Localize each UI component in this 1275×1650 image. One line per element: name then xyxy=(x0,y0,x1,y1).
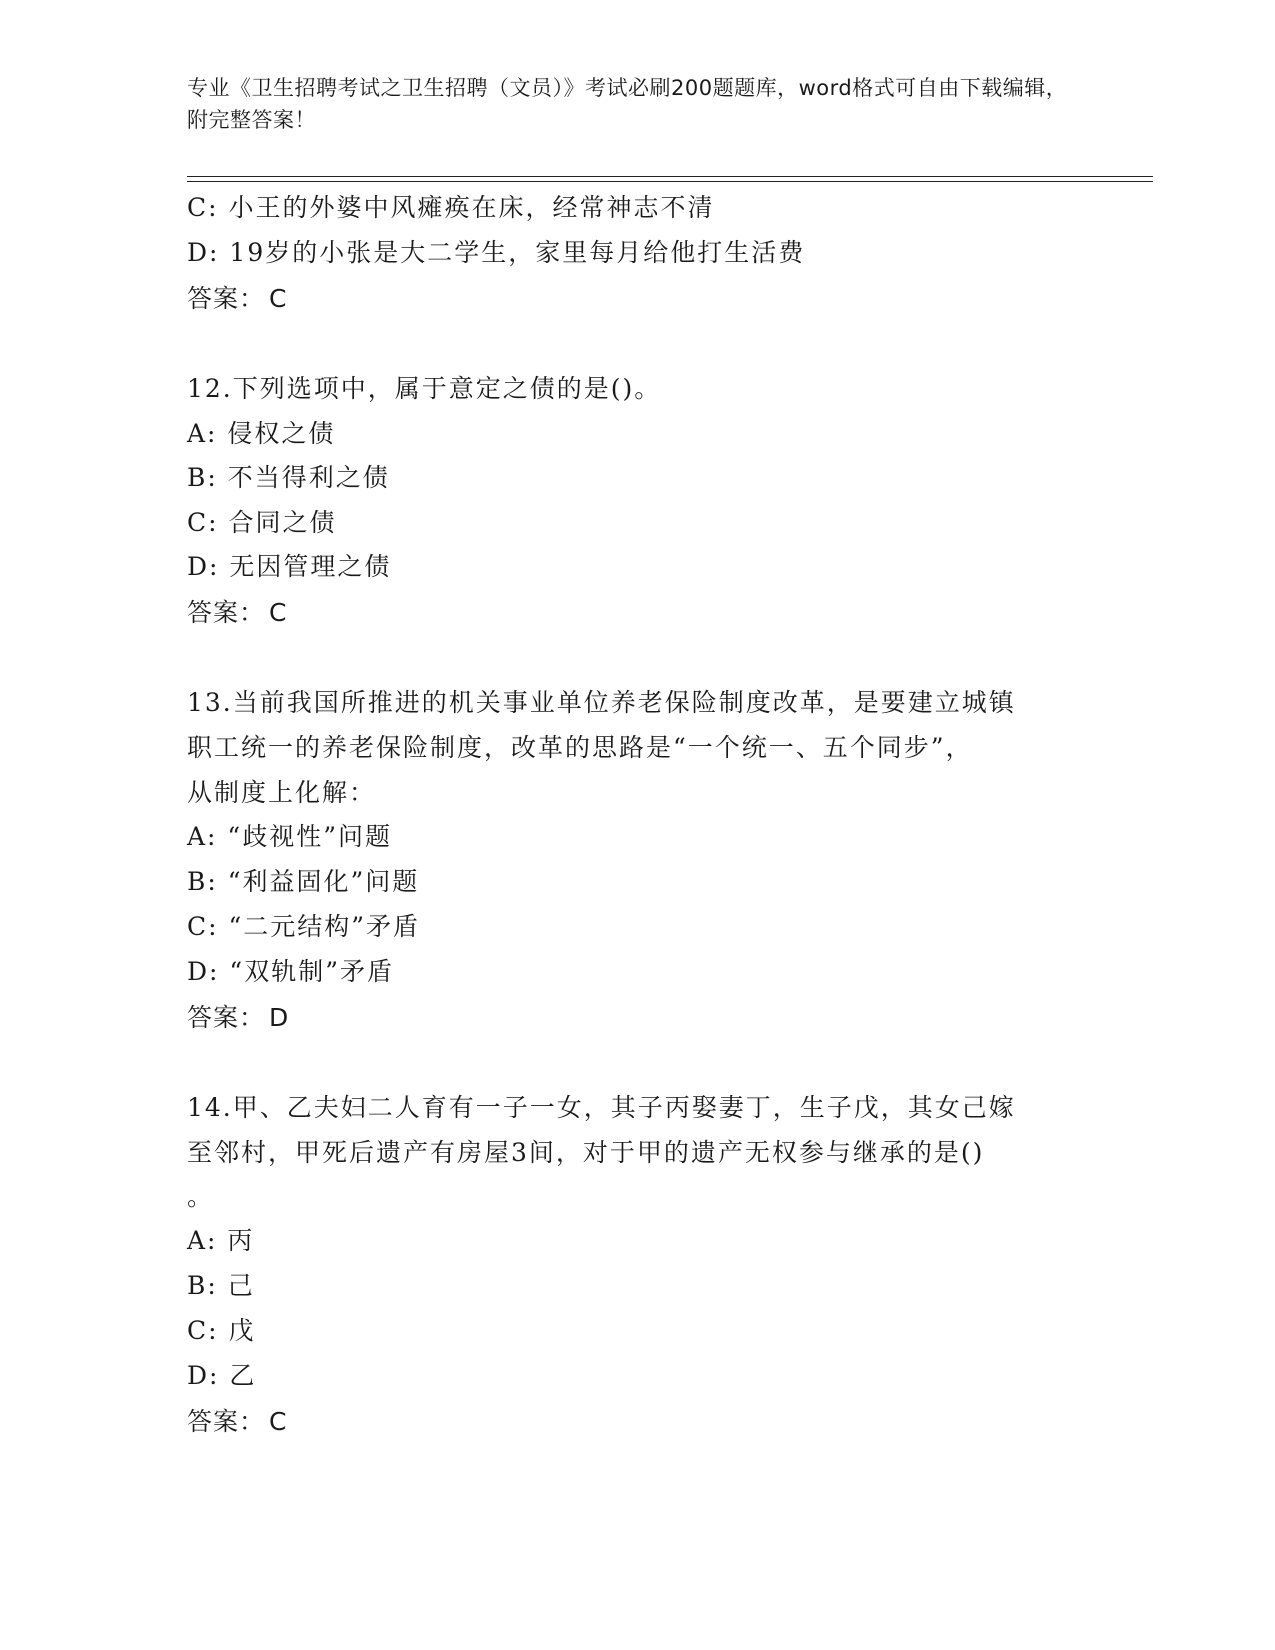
q11-option-c: C: 小王的外婆中风瘫痪在床，经常神志不清 xyxy=(187,193,715,222)
q13-stem-line-2: 职工统一的养老保险制度，改革的思路是“一个统一、五个同步”， xyxy=(187,733,973,762)
q12-option-b: B: 不当得利之债 xyxy=(187,463,390,492)
q13-option-a: A: “歧视性”问题 xyxy=(187,822,392,851)
q12-stem: 12.下列选项中，属于意定之债的是()。 xyxy=(187,374,662,403)
q14-option-a: A: 丙 xyxy=(187,1226,255,1255)
q13-option-c: C: “二元结构”矛盾 xyxy=(187,912,421,941)
header-divider-top xyxy=(187,176,1153,177)
q14-option-c: C: 戊 xyxy=(187,1316,256,1345)
q14-answer xyxy=(187,1407,287,1437)
header-divider-bottom xyxy=(187,181,1153,182)
q14-answer-value: C xyxy=(269,1407,288,1436)
q12-answer xyxy=(187,598,287,628)
q11-answer-label: 答案： xyxy=(187,284,266,313)
q13-option-b: B: “利益固化”问题 xyxy=(187,867,420,896)
q12-answer-value: C xyxy=(269,598,288,627)
q13-stem-line-1: 13.当前我国所推进的机关事业单位养老保险制度改革，是要建立城镇 xyxy=(187,688,1016,717)
q12-option-c: C: 合同之债 xyxy=(187,508,337,537)
q12-option-d: D: 无因管理之债 xyxy=(187,552,392,581)
q12-answer-label: 答案： xyxy=(187,598,266,627)
q11-answer xyxy=(187,284,287,314)
q14-stem-line-2: 至邻村，甲死后遗产有房屋3间，对于甲的遗产无权参与继承的是() xyxy=(187,1138,985,1167)
q14-option-d: D: 乙 xyxy=(187,1361,257,1390)
q11-answer-value: C xyxy=(269,284,288,313)
q14-option-b: B: 己 xyxy=(187,1271,255,1300)
document-header: 专业《卫生招聘考试之卫生招聘（文员）》考试必刷200题题库，word格式可自由下载编辑，附完整答案！ xyxy=(187,76,1068,132)
q12-option-a: A: 侵权之债 xyxy=(187,419,336,448)
q13-answer xyxy=(187,1003,289,1033)
q14-answer-label: 答案： xyxy=(187,1407,266,1436)
q14-stem-line-1: 14.甲、乙夫妇二人育有一子一女，其子丙娶妻丁，生子戊，其女己嫁 xyxy=(187,1093,1016,1122)
q13-stem-line-3: 从制度上化解： xyxy=(187,778,377,807)
q14-stem-line-3: 。 xyxy=(187,1182,215,1211)
q13-option-d: D: “双轨制”矛盾 xyxy=(187,957,394,986)
q13-answer-label: 答案： xyxy=(187,1003,266,1032)
q11-option-d: D: 19岁的小张是大二学生，家里每月给他打生活费 xyxy=(187,238,806,267)
q13-answer-value: D xyxy=(269,1003,290,1032)
